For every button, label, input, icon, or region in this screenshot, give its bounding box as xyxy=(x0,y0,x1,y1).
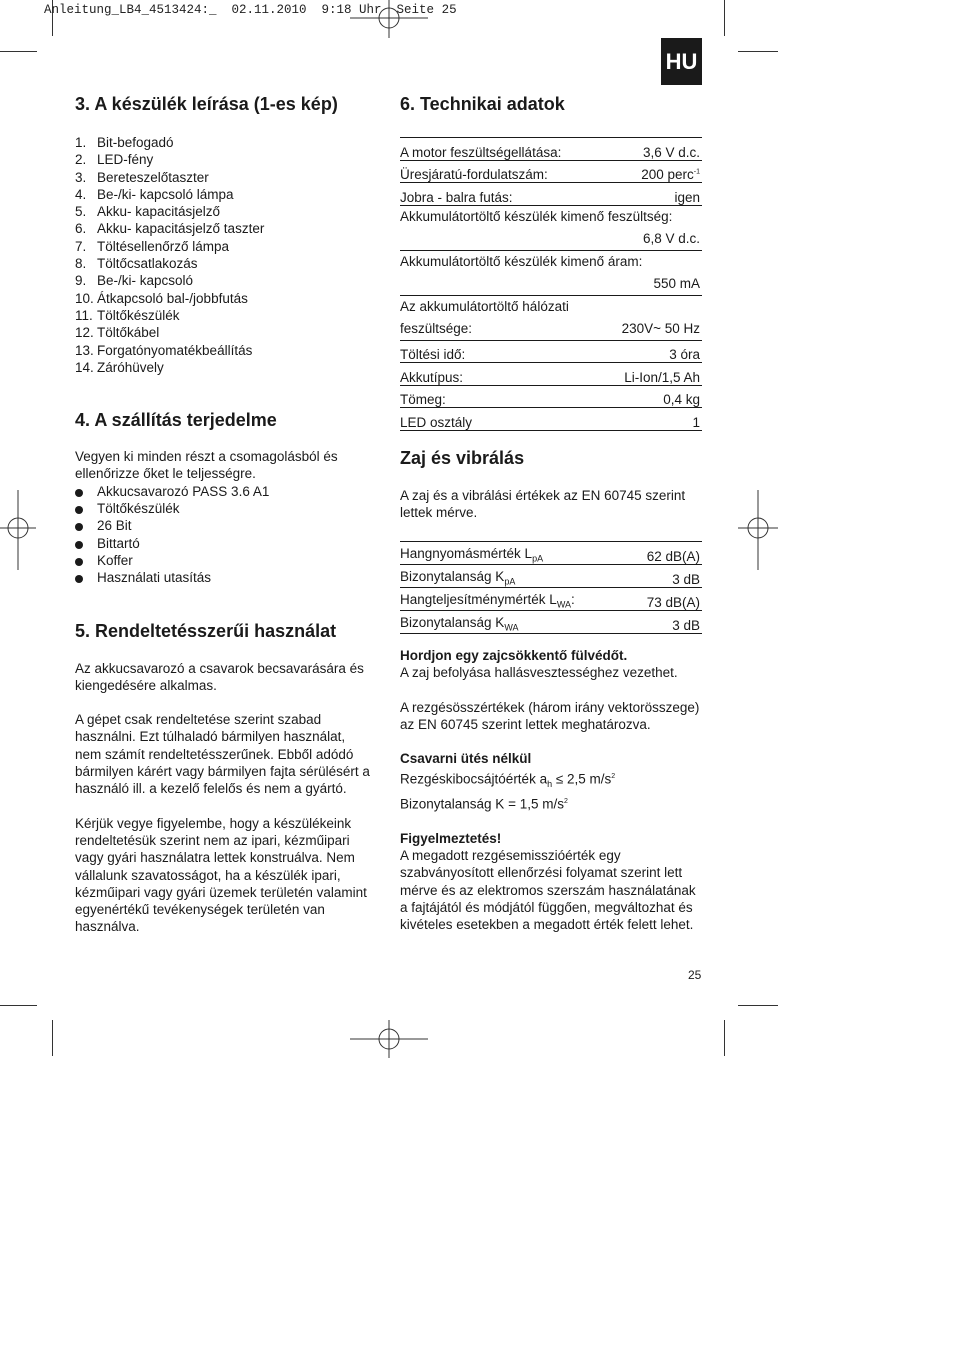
parts-list xyxy=(75,134,375,376)
bullet-icon xyxy=(75,489,83,497)
row-label: feszültsége: xyxy=(400,321,473,336)
list-item: 5. Akku- kapacitásjelző xyxy=(75,204,221,220)
section4-heading: 4. A szállítás terjedelme xyxy=(75,410,277,431)
bullet-icon xyxy=(75,575,83,583)
table-row xyxy=(400,542,702,565)
table-row xyxy=(400,161,702,184)
section5-heading: 5. Rendeltetésszerűi használat xyxy=(75,620,337,641)
registration-mark xyxy=(350,1020,428,1060)
delivery-list xyxy=(75,483,375,587)
crop-mark xyxy=(0,1005,37,1006)
row-value: 0,4 kg xyxy=(663,392,700,407)
vibration-heading: Csavarni ütés nélkül xyxy=(400,751,532,767)
row-value: 3,6 V d.c. xyxy=(642,144,700,160)
bullet-icon xyxy=(75,523,83,531)
table-row xyxy=(400,296,702,341)
table-row xyxy=(400,565,702,588)
list-item: Használati utasítás xyxy=(75,569,375,586)
table-row xyxy=(400,251,702,296)
row-value: 230V~ 50 Hz xyxy=(621,321,700,336)
section5-paragraph: Kérjük vegye figyelembe, hogy a készülékeink rendeltetésük szerint nem az ipari, kézműipari vagy gyári használatra lettek konstruálva. Nem vállalunk szavatosságot, ha a készülék ipari, kézműipari vagy gyári üzemek területén valamint egyenértékű tevékenységek területén van használva. xyxy=(75,815,367,935)
crop-mark xyxy=(738,1005,778,1006)
crop-mark xyxy=(738,51,778,52)
page-number: 25 xyxy=(688,968,702,982)
language-tab: HU xyxy=(661,38,702,85)
table-row xyxy=(400,363,702,386)
row-label: Töltési idő: xyxy=(400,347,466,362)
row-label: Akkumulátortöltő készülék kimenő feszültség: xyxy=(400,209,673,224)
row-label: Hangteljesítménymérték $L_{WA}$: xyxy=(400,592,575,611)
row-label: Üresjáratú-fordulatszám: xyxy=(400,167,548,182)
table-row xyxy=(400,138,702,161)
row-value: 3 óra xyxy=(669,347,700,362)
row-label: A motor feszültségellátása: xyxy=(400,144,562,160)
vibration-value: Rezgéskibocsájtóérték $a_h \le 2,5$ $m/s^2$ xyxy=(400,771,616,789)
list-item: 11. Töltőkészülék xyxy=(75,307,180,323)
table-row xyxy=(400,408,702,431)
list-item: 2. LED-fény xyxy=(75,152,154,168)
hearing-warning-heading: Hordjon egy zajcsökkentő fülvédőt. xyxy=(400,648,628,664)
table-row xyxy=(400,611,702,634)
section4-intro: Vegyen ki minden részt a csomagolásból és ellenőrizze őket le teljességre. xyxy=(75,449,338,482)
noise-intro: A zaj és a vibrálási értékek az EN 60745 szerint lettek mérve. xyxy=(400,487,686,520)
vibration-text: A rezgésösszértékek (három irány vektorösszege) az EN 60745 szerint lettek meghatározva. xyxy=(400,699,700,732)
table-row xyxy=(400,386,702,409)
vibration-uncertainty: Bizonytalanság K = 1,5 $m/s^2$ xyxy=(400,796,568,812)
noise-heading: Zaj és vibrálás xyxy=(400,447,525,468)
list-item: 12. Töltőkábel xyxy=(75,325,160,341)
section5-paragraph: A gépet csak rendeltetése szerint szabad használni. Ezt túlhaladó bármilyen használat, nem számít rendeltetésszerűnek. Ebből adódó bármilyen kárért vagy bármilyen fajta sérülésért a használó ill. a kezelő felelős és nem a gyártó. xyxy=(75,712,370,797)
row-value: 6,8 V d.c. xyxy=(642,231,700,246)
list-item: 1. Bit-befogadó xyxy=(75,135,174,150)
warning-text: A megadott rezgésemisszióérték egy szabványosított ellenőrzési folyamat szerint lett mérve és az elektromos szerszám használatának a fajtájától és módjától függően, megváltozhat és kivételes esetekben a megadott érték felett lehet. xyxy=(400,848,696,933)
warning-heading: Figyelmeztetés! xyxy=(400,830,502,846)
print-slug: Anleitung_LB4_4513424:_ 02.11.2010 9:18 Uhr Seite 25 xyxy=(44,3,457,17)
row-value: igen xyxy=(674,189,700,205)
row-label: Hangnyomásmérték $L_{pA}$ xyxy=(400,546,544,565)
crop-mark xyxy=(724,1020,725,1056)
row-value: 73 dB(A) xyxy=(646,595,700,611)
row-value: Li-Ion/1,5 Ah xyxy=(624,369,700,385)
list-item: Töltőkészülék xyxy=(75,500,375,517)
hearing-warning-text: A zaj befolyása hallásvesztességhez vezethet. xyxy=(400,665,678,681)
list-item: 6. Akku- kapacitásjelző taszter xyxy=(75,221,265,237)
row-value: 3 dB xyxy=(672,572,700,588)
crop-mark xyxy=(52,1020,53,1056)
list-item: 4. Be-/ki- kapcsoló lámpa xyxy=(75,186,234,202)
right-column xyxy=(400,93,702,934)
table-row xyxy=(400,588,702,611)
bullet-icon xyxy=(75,541,83,549)
row-label: Jobra - balra futás: xyxy=(400,189,513,205)
list-item: Akkucsavarozó PASS 3.6 A1 xyxy=(75,483,375,500)
row-label: Bizonytalanság $K_{pA}$ xyxy=(400,569,516,588)
section6-heading: 6. Technikai adatok xyxy=(400,94,565,114)
table-row xyxy=(400,206,702,251)
crop-mark xyxy=(724,0,725,36)
list-item: 3. Bereteszelőtaszter xyxy=(75,169,209,185)
row-value: 200 perc$^{-1}$ xyxy=(641,167,700,182)
noise-table xyxy=(400,541,702,634)
section3-heading: 3. A készülék leírása (1-es kép) xyxy=(75,94,338,114)
bullet-icon xyxy=(75,558,83,566)
row-label: Tömeg: xyxy=(400,392,446,407)
tech-data-table xyxy=(400,137,702,431)
left-column xyxy=(75,93,375,936)
registration-mark xyxy=(0,490,36,570)
list-item: 9. Be-/ki- kapcsoló xyxy=(75,273,194,289)
bullet-icon xyxy=(75,506,83,514)
list-item: 13. Forgatónyomatékbeállítás xyxy=(75,342,253,358)
list-item: 14. Záróhüvely xyxy=(75,359,164,375)
row-label: Akkumulátortöltő készülék kimenő áram: xyxy=(400,254,643,269)
list-item: Bittartó xyxy=(75,535,375,552)
registration-mark xyxy=(738,490,778,570)
row-value: 62 dB(A) xyxy=(646,549,700,565)
section5-paragraph: Az akkucsavarozó a csavarok becsavarására és kiengedésére alkalmas. xyxy=(75,660,364,693)
row-label: Bizonytalanság $K_{WA}$ xyxy=(400,615,519,634)
row-label: Akkutípus: xyxy=(400,369,464,385)
list-item: Koffer xyxy=(75,552,375,569)
row-label: LED osztály xyxy=(400,414,473,430)
list-item: 10. Átkapcsoló bal-/jobbfutás xyxy=(75,290,248,306)
row-value: 3 dB xyxy=(672,618,700,634)
list-item: 8. Töltőcsatlakozás xyxy=(75,256,198,272)
row-value: 1 xyxy=(692,414,700,430)
table-row xyxy=(400,183,702,206)
row-value: 550 mA xyxy=(653,276,700,291)
table-row xyxy=(400,341,702,364)
list-item: 7. Töltésellenőrző lámpa xyxy=(75,238,230,254)
crop-mark xyxy=(0,51,37,52)
row-label: Az akkumulátortöltő hálózati xyxy=(400,299,569,314)
list-item: 26 Bit xyxy=(75,517,375,534)
